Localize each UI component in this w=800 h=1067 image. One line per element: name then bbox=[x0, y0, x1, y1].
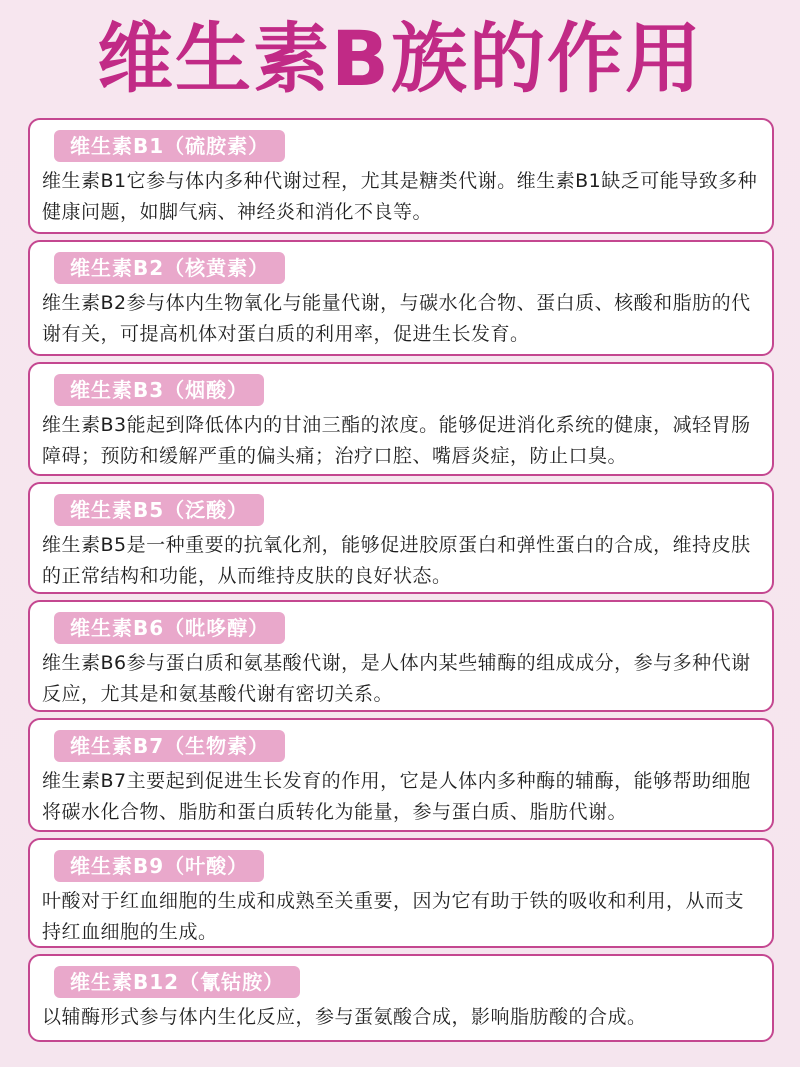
vitamin-description: 维生素B7主要起到促进生长发育的作用，它是人体内多种酶的辅酶，能够帮助细胞将碳水化合物、脂肪和蛋白质转化为能量，参与蛋白质、脂肪代谢。 bbox=[42, 770, 751, 823]
vitamin-label: 维生素B3（烟酸） bbox=[54, 374, 264, 406]
vitamin-card-b5 bbox=[28, 482, 774, 594]
vitamin-description: 维生素B2参与体内生物氧化与能量代谢，与碳水化合物、蛋白质、核酸和脂肪的代谢有关，可提高机体对蛋白质的利用率，促进生长发育。 bbox=[42, 292, 751, 345]
vitamin-description: 维生素B6参与蛋白质和氨基酸代谢，是人体内某些辅酶的组成成分，参与多种代谢反应，尤其是和氨基酸代谢有密切关系。 bbox=[42, 652, 751, 705]
vitamin-description: 维生素B5是一种重要的抗氧化剂，能够促进胶原蛋白和弹性蛋白的合成，维持皮肤的正常结构和功能，从而维持皮肤的良好状态。 bbox=[42, 534, 751, 587]
vitamin-label: 维生素B9（叶酸） bbox=[54, 850, 264, 882]
vitamin-card-b3 bbox=[28, 362, 774, 476]
vitamin-label: 维生素B12（氰钴胺） bbox=[54, 966, 300, 998]
vitamin-card-b12 bbox=[28, 954, 774, 1042]
vitamin-list bbox=[28, 118, 774, 1042]
vitamin-description: 维生素B1它参与体内多种代谢过程，尤其是糖类代谢。维生素B1缺乏可能导致多种健康问题，如脚气病、神经炎和消化不良等。 bbox=[42, 170, 758, 223]
vitamin-label: 维生素B7（生物素） bbox=[54, 730, 285, 762]
vitamin-description: 维生素B3能起到降低体内的甘油三酯的浓度。能够促进消化系统的健康，减轻胃肠障碍；预防和缓解严重的偏头痛；治疗口腔、嘴唇炎症，防止口臭。 bbox=[42, 414, 751, 467]
vitamin-card-b2 bbox=[28, 240, 774, 356]
vitamin-label: 维生素B1（硫胺素） bbox=[54, 130, 285, 162]
vitamin-card-b6 bbox=[28, 600, 774, 712]
vitamin-label: 维生素B5（泛酸） bbox=[54, 494, 264, 526]
vitamin-description: 以辅酶形式参与体内生化反应，参与蛋氨酸合成，影响脂肪酸的合成。 bbox=[42, 1006, 647, 1028]
vitamin-label: 维生素B6（吡哆醇） bbox=[54, 612, 285, 644]
vitamin-card-b1 bbox=[28, 118, 774, 234]
vitamin-description: 叶酸对于红血细胞的生成和成熟至关重要，因为它有助于铁的吸收和利用，从而支持红血细胞的生成。 bbox=[42, 890, 745, 943]
vitamin-card-b9 bbox=[28, 838, 774, 948]
page-title: 维生素B族的作用 bbox=[97, 14, 703, 103]
vitamin-card-b7 bbox=[28, 718, 774, 832]
vitamin-label: 维生素B2（核黄素） bbox=[54, 252, 285, 284]
